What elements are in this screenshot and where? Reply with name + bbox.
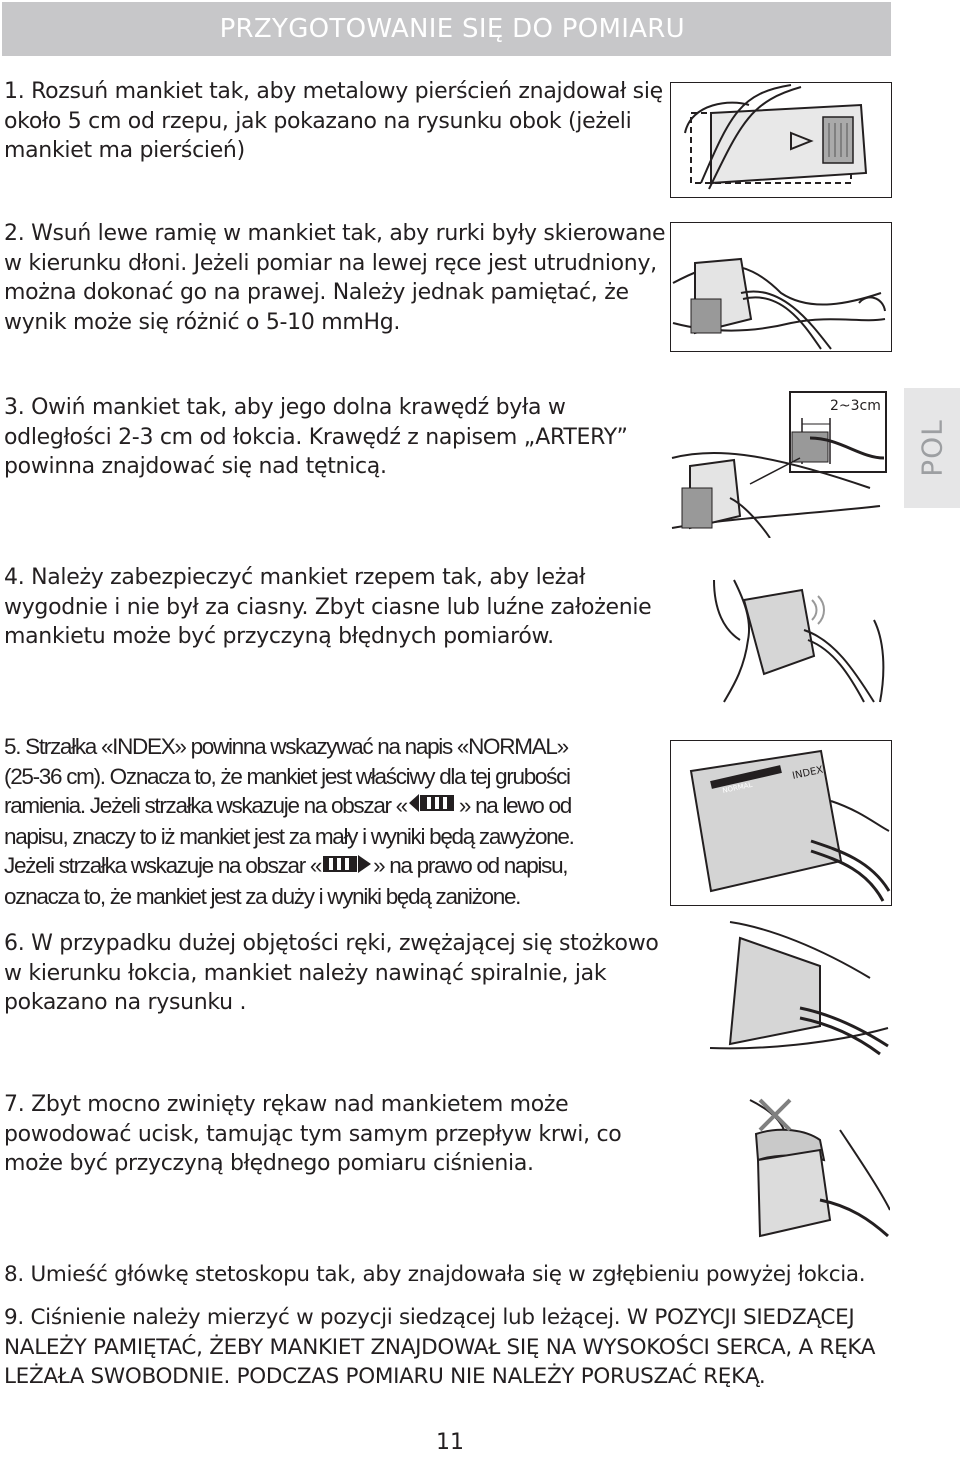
step-2: [4, 219, 665, 337]
rolled-sleeve-illustration: [720, 1090, 890, 1238]
step-4-line: wygodnie i nie był za ciasny. Zbyt ciasne lub luźne założenie: [4, 594, 652, 620]
step-9-line: 9. Ciśnienie należy mierzyć w pozycji siedzącej lub leżącej. W POZYCJI SIEDZĄCEJ: [4, 1305, 855, 1330]
normal-label: NORMAL: [721, 780, 754, 795]
step-1: [4, 77, 663, 166]
step-5-line: Jeżeli strzałka wskazuje na obszar « » na prawo od napisu,: [4, 851, 574, 882]
step-3-line: powinna znajdować się nad tętnicą.: [4, 454, 387, 479]
page-header-bar: [2, 2, 891, 56]
step-5-line: 5. Strzałka «INDEX» powinna wskazywać na napis «NORMAL»: [4, 734, 568, 759]
step-1-line: około 5 cm od rzepu, jak pokazano na rysunku obok (jeżeli: [4, 108, 632, 134]
step-5-line: napisu, znaczy to iż mankiet jest za mały i wyniki będą zawyżone.: [4, 823, 574, 849]
language-tab-label: POL: [915, 419, 949, 477]
cuff-secure-illustration: [704, 570, 890, 704]
step-9-line: NALEŻY PAMIĘTAĆ, ŻEBY MANKIET ZNAJDOWAŁ SIĘ NA WYSOKOŚCI SERCA, A RĘKA: [4, 1334, 876, 1360]
step-1-line: 1. Rozsuń mankiet tak, aby metalowy pierścień znajdował się: [4, 79, 663, 104]
cuff-position-illustration: [670, 388, 890, 538]
step-5-line: oznacza to, że mankiet jest za duży i wyniki będą zaniżone.: [4, 884, 521, 910]
step-4: [4, 563, 651, 652]
too-large-range-icon: [321, 853, 373, 883]
step-3-line: 3. Owiń mankiet tak, aby jego dolna krawędź była w: [4, 395, 566, 420]
step-2-line: wynik może się różnić o 5-10 mmHg.: [4, 309, 401, 335]
step-4-line: mankietu może być przyczyną błędnych pomiarów.: [4, 624, 554, 649]
step-7-line: 7. Zbyt mocno zwinięty rękaw nad mankietem może: [4, 1092, 569, 1117]
step-7-line: powodować ucisk, tamując tym samym przepływ krwi, co: [4, 1121, 622, 1147]
page-title: PRZYGOTOWANIE SIĘ DO POMIARU: [219, 14, 685, 44]
step-6: [4, 929, 659, 1018]
arm-cuff-illustration: [670, 222, 892, 352]
step-2-line: 2. Wsuń lewe ramię w mankiet tak, aby rurki były skierowane: [4, 221, 666, 246]
distance-label: 2~3cm: [830, 398, 881, 414]
step-4-line: 4. Należy zabezpieczyć mankiet rzepem tak, aby leżał: [4, 565, 586, 590]
step-9-line: LEŻAŁA SWOBODNIE. PODCZAS POMIARU NIE NALEŻY PORUSZAĆ RĘKĄ.: [4, 1364, 766, 1389]
step-1-line: mankiet ma pierścień): [4, 138, 245, 163]
step-6-line: w kierunku łokcia, mankiet należy nawinąć spiralnie, jak: [4, 960, 607, 986]
step-8-line: 8. Umieść główkę stetoskopu tak, aby znajdowała się w zgłębieniu powyżej łokcia.: [4, 1262, 866, 1287]
language-tab: [904, 388, 960, 508]
step-3: [4, 393, 628, 482]
step-5: [4, 732, 574, 912]
cuff-ring-illustration: [670, 82, 892, 198]
step-9: [4, 1303, 875, 1392]
page-number: 11: [436, 1430, 464, 1455]
index-label: INDEX: [791, 764, 825, 782]
step-6-line: 6. W przypadku dużej objętości ręki, zwężającej się stożkowo: [4, 931, 659, 956]
index-normal-illustration: [670, 740, 892, 906]
step-5-line: ramienia. Jeżeli strzałka wskazuje na obszar « » na lewo od: [4, 791, 574, 822]
step-7-line: może być przyczyną błędnego pomiaru ciśnienia.: [4, 1151, 534, 1176]
step-5-line: (25-36 cm). Oznacza to, że mankiet jest właściwy dla tej grubości: [4, 763, 570, 789]
too-small-range-icon: [407, 792, 459, 822]
spiral-cuff-illustration: [670, 918, 890, 1056]
step-8: [4, 1260, 865, 1290]
step-2-line: w kierunku dłoni. Jeżeli pomiar na lewej ręce jest utrudniony,: [4, 250, 657, 276]
step-6-line: pokazano na rysunku .: [4, 990, 247, 1015]
step-2-line: można dokonać go na prawej. Należy jednak pamiętać, że: [4, 280, 629, 305]
step-7: [4, 1090, 621, 1179]
step-3-line: odległości 2-3 cm od łokcia. Krawędź z napisem „ARTERY”: [4, 424, 628, 450]
